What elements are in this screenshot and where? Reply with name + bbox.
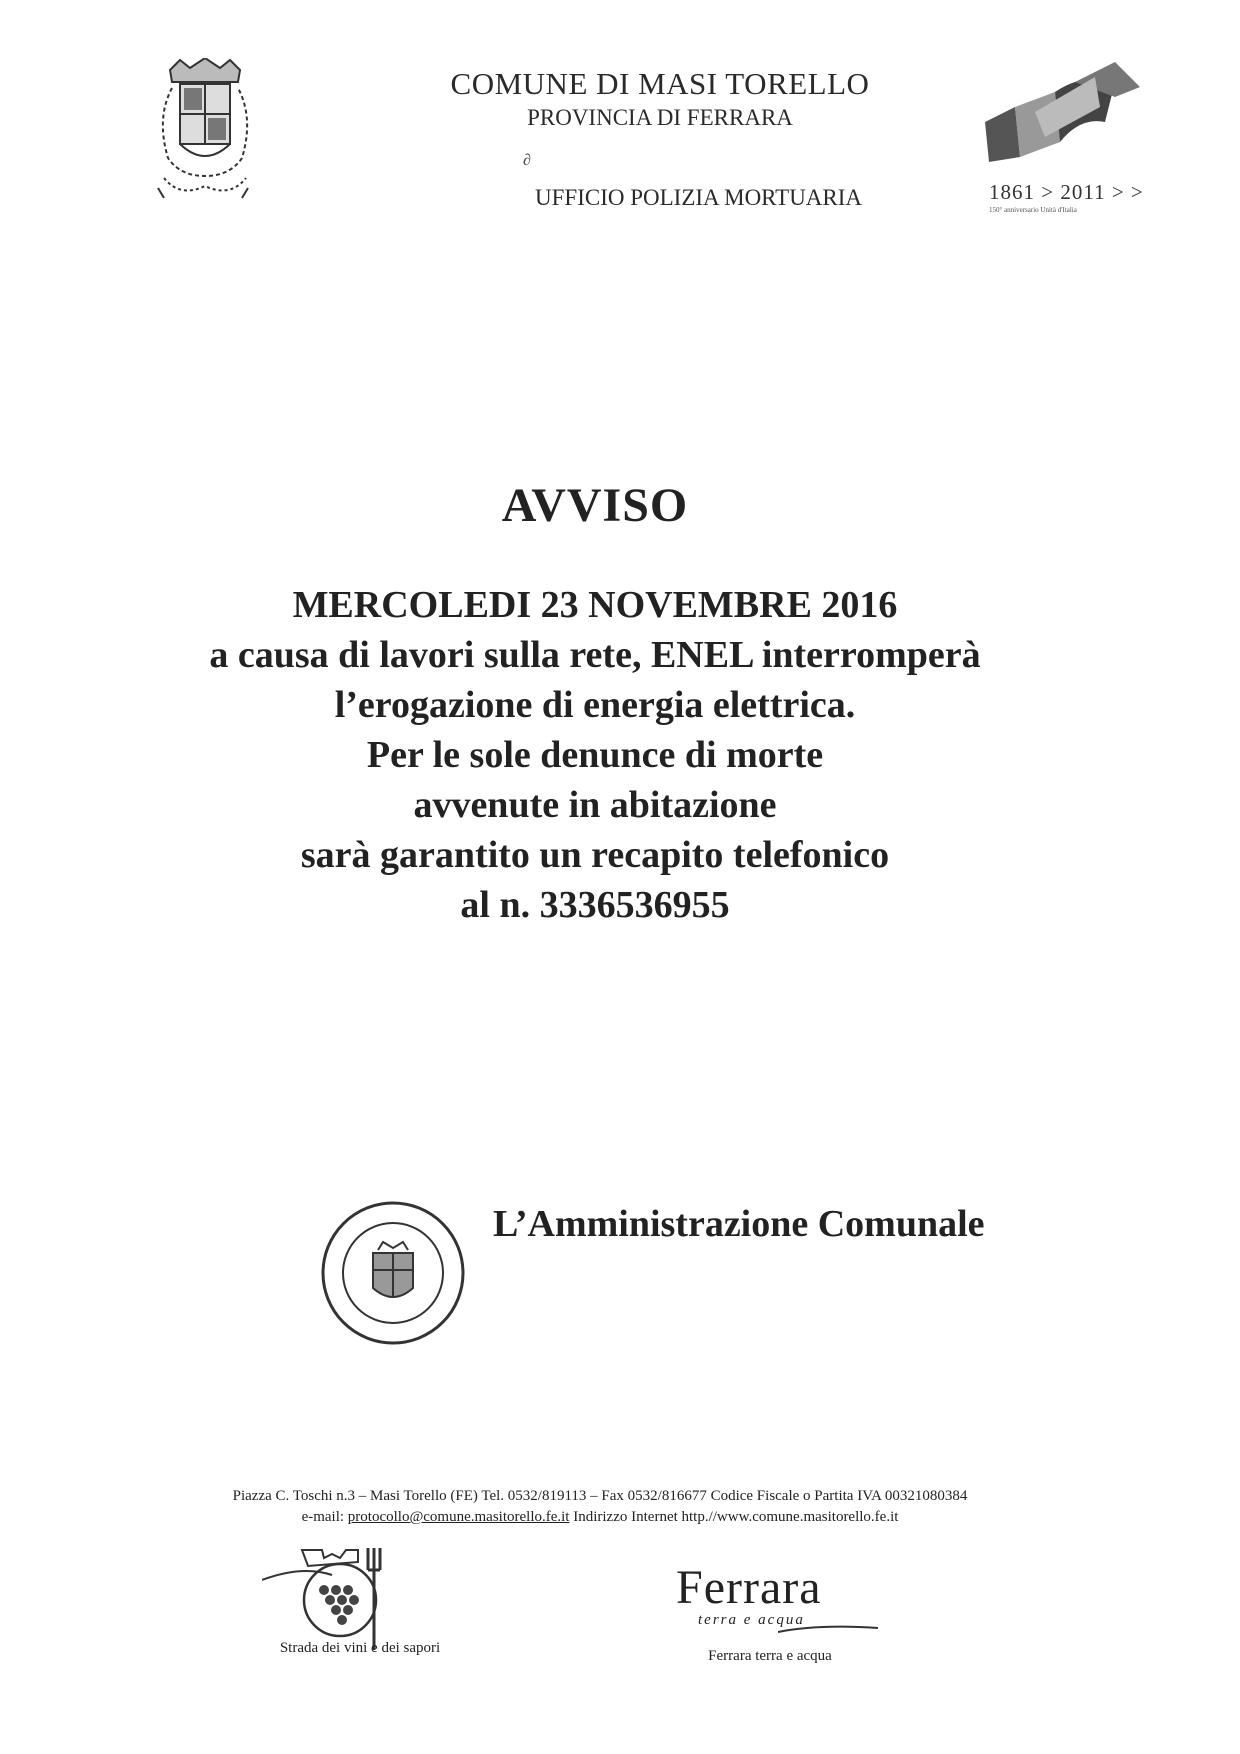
notice-line: al n. 3336536955 [460, 884, 730, 926]
email-label: e-mail: [301, 1509, 345, 1525]
ufficio-name: UFFICIO POLIZIA MORTUARIA [535, 185, 863, 210]
municipal-stamp-icon [318, 1198, 468, 1348]
comune-name: COMUNE DI MASI TORELLO [450, 66, 870, 101]
notice-line: Per le sole denunce di morte [366, 734, 824, 776]
anniversary-years: 1861 > 2011 > > [989, 180, 1144, 204]
notice-line: a causa di lavori sulla rete, ENEL interromperà [209, 634, 981, 676]
header-block [430, 66, 890, 210]
scan-mark: ∂ [523, 152, 531, 169]
ferrara-tagline: terra e acqua [698, 1612, 805, 1628]
ferrara-logo [668, 1560, 878, 1640]
notice-message [0, 580, 1190, 930]
footer-contact [0, 1509, 1200, 1526]
ferrara-wordmark: Ferrara [676, 1561, 822, 1614]
anniversary-subtitle: 150° anniversario Unità d'Italia [989, 206, 1077, 214]
notice-line: MERCOLEDI 23 NOVEMBRE 2016 [292, 584, 898, 626]
website-text: Indirizzo Internet http.//www.comune.masitorello.fe.it [573, 1509, 899, 1525]
wine-road-caption: Strada dei vini e dei sapori [279, 1640, 441, 1656]
ferrara-caption: Ferrara terra e acqua [708, 1648, 832, 1664]
notice-title: AVVISO [501, 479, 689, 532]
email-link[interactable]: protocollo@comune.masitorello.fe.it [347, 1509, 570, 1525]
notice-line: avvenute in abitazione [413, 784, 777, 826]
italian-flag-icon [975, 62, 1165, 177]
notice-line: l’erogazione di energia elettrica. [334, 684, 856, 726]
provincia-name: PROVINCIA DI FERRARA [527, 105, 793, 130]
signature-text: L’Amministrazione Comunale [493, 1203, 985, 1245]
notice-line: sarà garantito un recapito telefonico [300, 834, 890, 876]
anniversary-logo [975, 62, 1165, 232]
footer-address: Piazza C. Toschi n.3 – Masi Torello (FE) Tel. 0532/819113 – Fax 0532/816677 Codice Fiscale o Partita IVA 00321080384 [232, 1488, 968, 1504]
municipal-crest-icon [150, 58, 260, 208]
ferrara-swoosh-icon [778, 1622, 878, 1636]
